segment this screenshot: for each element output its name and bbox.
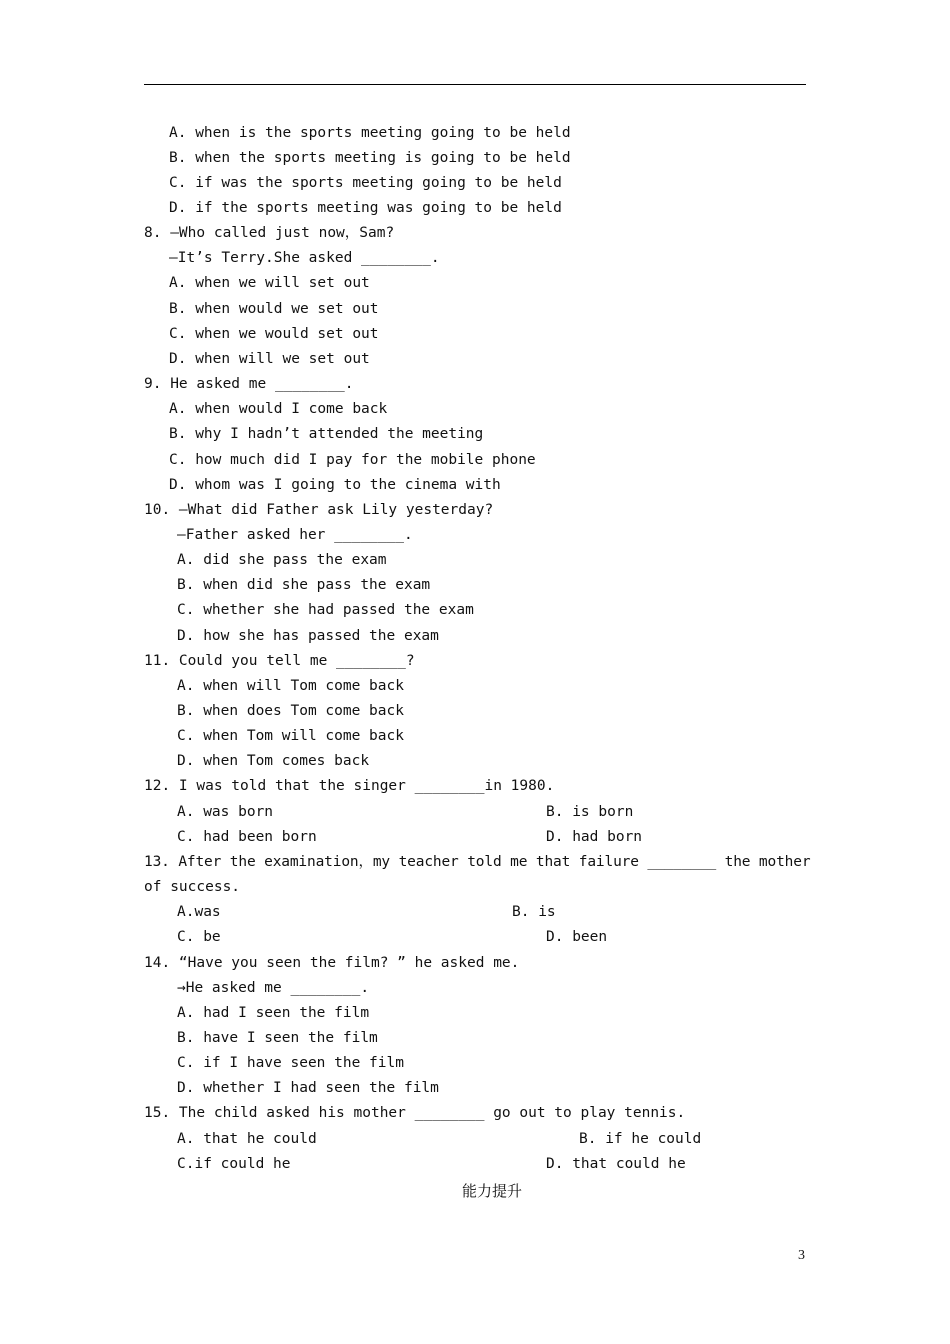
option-14b: B. have I seen the film [177,1030,378,1046]
question-14: 14. “Have you seen the film? ” he asked me. [144,955,520,971]
option-7c: C. if was the sports meeting going to be held [169,175,562,191]
question-8: 8. —Who called just now，Sam? [144,225,395,241]
option-11a: A. when will Tom come back [177,678,404,694]
option-14d: D. whether I had seen the film [177,1080,439,1096]
question-15: 15. The child asked his mother ________ go out to play tennis. [144,1105,686,1121]
option-10d: D. how she has passed the exam [177,628,439,644]
option-8a: A. when we will set out [169,275,370,291]
option-12d: D. had born [546,829,643,845]
option-13d: D. been [546,929,608,945]
option-15a: A. that he could [177,1131,317,1147]
option-8d: D. when will we set out [169,351,370,367]
option-9d: D. whom was I going to the cinema with [169,477,501,493]
option-10c: C. whether she had passed the exam [177,602,474,618]
option-9a: A. when would I come back [169,401,388,417]
option-10a: A. did she pass the exam [177,552,387,568]
question-10-reply: —Father asked her ________. [177,527,413,543]
option-9b: B. why I hadn’t attended the meeting [169,426,484,442]
header-rule [144,84,806,85]
question-8-reply: —It’s Terry.She asked ________. [169,250,440,266]
question-13-cont: of success. [144,879,241,895]
question-9: 9. He asked me ________. [144,376,354,392]
option-8c: C. when we would set out [169,326,379,342]
option-7d: D. if the sports meeting was going to be held [169,200,562,216]
option-13a: A.was [177,904,221,920]
option-8b: B. when would we set out [169,301,379,317]
option-14a: A. had I seen the film [177,1005,370,1021]
option-12a: A. was born [177,804,274,820]
option-11b: B. when does Tom come back [177,703,404,719]
option-12b: B. is born [546,804,634,820]
option-15c: C.if could he [177,1156,291,1172]
question-10: 10. —What did Father ask Lily yesterday? [144,502,494,518]
option-14c: C. if I have seen the film [177,1055,404,1071]
option-7a: A. when is the sports meeting going to be held [169,125,571,141]
option-11d: D. when Tom comes back [177,753,370,769]
section-heading: 能力提升 [461,1182,522,1200]
page-number: 3 [798,1248,805,1263]
option-15b: B. if he could [579,1131,702,1147]
question-11: 11. Could you tell me ________? [144,653,415,669]
option-11c: C. when Tom will come back [177,728,404,744]
option-9c: C. how much did I pay for the mobile phone [169,452,536,468]
option-10b: B. when did she pass the exam [177,577,431,593]
option-13b: B. is [512,904,556,920]
option-12c: C. had been born [177,829,317,845]
question-13: 13. After the examination，my teacher told me that failure ________ the mother [144,854,811,870]
question-14-convert: →He asked me ________. [177,980,370,996]
option-15d: D. that could he [546,1156,686,1172]
question-12: 12. I was told that the singer ________in 1980. [144,778,555,794]
option-13c: C. be [177,929,221,945]
option-7b: B. when the sports meeting is going to be held [169,150,571,166]
